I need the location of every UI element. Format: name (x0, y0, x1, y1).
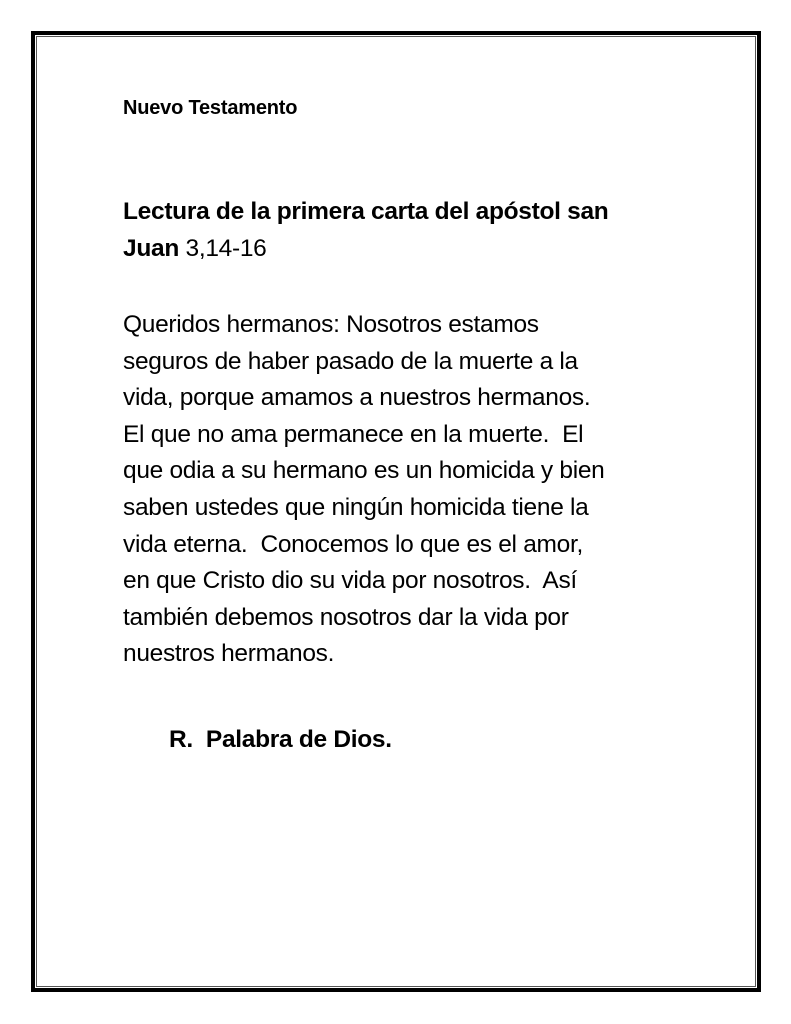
body-line: seguros de haber pasado de la muerte a la (123, 347, 578, 375)
reading-reference: 3,14-16 (178, 234, 267, 262)
reading-title (123, 194, 723, 267)
body-line: también debemos nosotros dar la vida por (123, 603, 569, 631)
body-line: Queridos hermanos: Nosotros estamos (123, 311, 539, 338)
body-line: saben ustedes que ningún homicida tiene la (123, 493, 589, 521)
body-line: vida eterna. Conocemos lo que es el amor, (123, 530, 583, 558)
body-line: nuestros hermanos. (123, 640, 335, 668)
section-label: Nuevo Testamento (123, 97, 298, 119)
body-line: El que no ama permanece en la muerte. El (123, 420, 584, 448)
reading-title-book: Juan (123, 234, 179, 262)
reading-title-line1: Lectura de la primera carta del apóstol san (123, 198, 609, 225)
body-line: en que Cristo dio su vida por nosotros. Así (123, 567, 577, 595)
body-line: que odia a su hermano es un homicida y bien (123, 457, 605, 485)
reading-body (123, 307, 605, 673)
response-text: R. Palabra de Dios. (169, 726, 392, 753)
body-line: vida, porque amamos a nuestros hermanos. (123, 384, 591, 412)
